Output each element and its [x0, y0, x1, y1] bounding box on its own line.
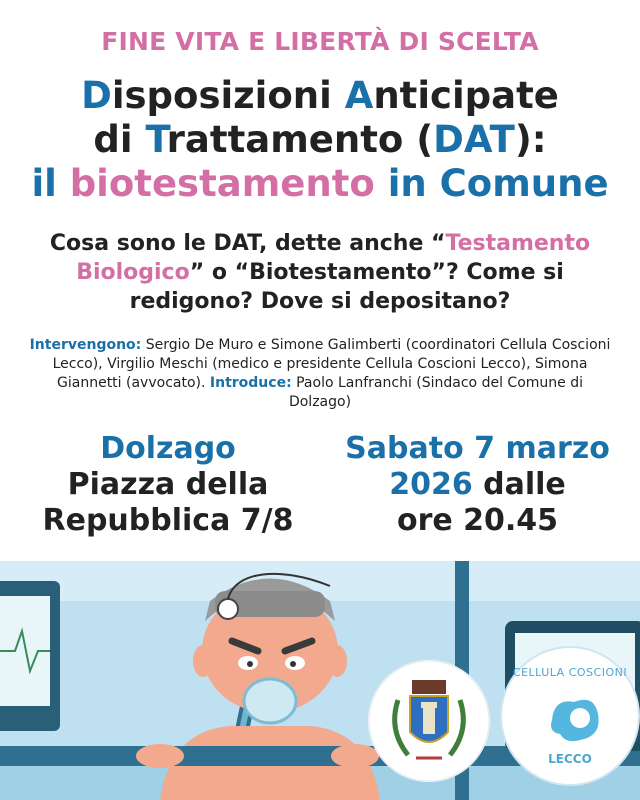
title-line-3: il biotestamento in Comune — [31, 162, 609, 205]
address-line-2: Repubblica 7/8 — [42, 503, 294, 538]
coscioni-logo — [500, 646, 640, 786]
comune-crest-icon — [368, 660, 490, 782]
page-title — [0, 74, 640, 206]
date-line-3: ore 20.45 — [396, 503, 559, 538]
title-line-1: Disposizioni Anticipate — [81, 74, 559, 117]
location-block — [18, 431, 318, 539]
date-line-2: 2026 dalle — [389, 467, 566, 502]
coscioni-bottom-text: LECCO — [548, 752, 592, 766]
comune-crest-logo — [368, 660, 490, 782]
date-line-1: Sabato 7 marzo — [345, 431, 610, 466]
date-block — [325, 431, 630, 539]
town-name: Dolzago — [100, 431, 236, 466]
kicker: FINE VITA E LIBERTÀ DI SCELTA — [101, 27, 539, 56]
address-line-1: Piazza della — [67, 467, 269, 502]
question-text: Cosa sono le DAT, dette anche “Testamento Biologico” o “Biotestamento”? Come si redigono? Dove si depositano? — [49, 231, 591, 314]
title-line-2: di Trattamento (DAT): — [93, 118, 547, 161]
speakers-text: Intervengono: Sergio De Muro e Simone Galimberti (coordinatori Cellula Coscioni Lecco), Virgilio Meschi (medico e presidente Cellula Coscioni Lecco), Simona Giannetti (avvocato). Introduce: Paolo Lanfranchi (Sindaco del Comune di Dolzago) — [29, 337, 611, 410]
coscioni-top-text: CELLULA COSCIONI — [512, 666, 628, 679]
